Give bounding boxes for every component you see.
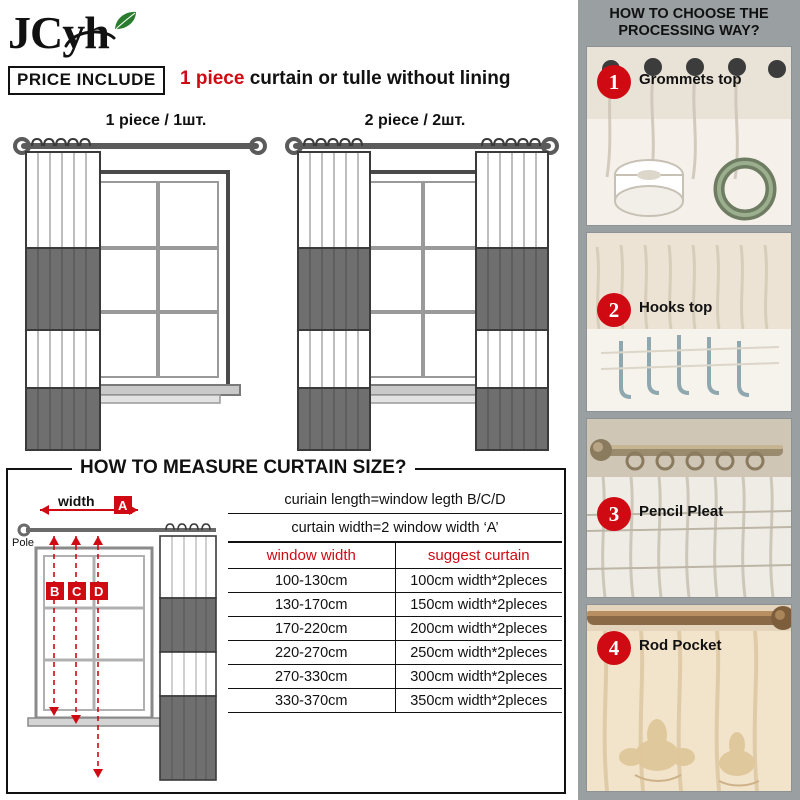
- cell-window-width: 170-220cm: [228, 617, 395, 641]
- headline: [180, 68, 570, 90]
- caption-two-piece: 2 piece / 2шт.: [364, 112, 466, 129]
- processing-option-rod-pocket[interactable]: [586, 604, 792, 792]
- headline-highlight: 1 piece: [180, 68, 245, 89]
- diagram-two-piece-curtain: [282, 130, 562, 460]
- col-header-suggest-curtain: suggest curtain: [395, 543, 562, 569]
- cell-window-width: 330-370cm: [228, 689, 395, 713]
- price-include-badge: PRICE INCLUDE: [8, 66, 165, 95]
- label-hooks-top: Hooks top: [639, 299, 713, 316]
- measure-diagram: [10, 488, 226, 788]
- label-grommets-top: Grommets top: [639, 71, 742, 88]
- table-row: [228, 665, 562, 689]
- caption-one-piece: 1 piece / 1шт.: [105, 112, 207, 129]
- badge-2: 2: [597, 293, 631, 327]
- rule-width: curtain width=2 window width ‘A’: [228, 514, 562, 542]
- processing-option-pencil-pleat[interactable]: [586, 418, 792, 598]
- diagram-one-piece-curtain: [10, 130, 270, 460]
- svg-text:width: width: [58, 493, 95, 509]
- measure-title: HOW TO MEASURE CURTAIN SIZE?: [72, 457, 415, 479]
- brand-logo: [8, 8, 183, 60]
- processing-column: [578, 0, 800, 800]
- cell-suggest-curtain: 100cm width*2pleces: [395, 569, 562, 593]
- label-rod-pocket: Rod Pocket: [639, 637, 722, 654]
- cell-suggest-curtain: 300cm width*2pleces: [395, 665, 562, 689]
- headline-rest: curtain or tulle without lining: [244, 68, 511, 89]
- cell-suggest-curtain: 200cm width*2pleces: [395, 617, 562, 641]
- processing-option-hooks[interactable]: [586, 232, 792, 412]
- cell-window-width: 270-330cm: [228, 665, 395, 689]
- table-row: [228, 617, 562, 641]
- processing-title: [578, 6, 800, 40]
- cell-window-width: 130-170cm: [228, 593, 395, 617]
- measure-section: [6, 457, 566, 794]
- leaf-icon: [112, 10, 138, 32]
- processing-option-grommets[interactable]: [586, 46, 792, 226]
- table-row: [228, 569, 562, 593]
- cell-window-width: 220-270cm: [228, 641, 395, 665]
- svg-text:C: C: [72, 584, 82, 599]
- table-row: [228, 593, 562, 617]
- cell-suggest-curtain: 150cm width*2pleces: [395, 593, 562, 617]
- cell-suggest-curtain: 250cm width*2pleces: [395, 641, 562, 665]
- cell-suggest-curtain: 350cm width*2pleces: [395, 689, 562, 713]
- processing-title-line2: PROCESSING WAY?: [618, 23, 760, 39]
- rule-length: curiain length=window legth B/C/D: [228, 486, 562, 514]
- table-header-row: [228, 543, 562, 569]
- logo-swoosh-icon: [64, 26, 116, 52]
- badge-4: 4: [597, 631, 631, 665]
- size-table: [228, 542, 562, 713]
- cell-window-width: 100-130cm: [228, 569, 395, 593]
- svg-text:D: D: [94, 584, 104, 599]
- col-header-window-width: window width: [228, 543, 395, 569]
- processing-title-line1: HOW TO CHOOSE THE: [609, 6, 769, 22]
- table-row: [228, 689, 562, 713]
- label-pencil-pleat: Pencil Pleat: [639, 503, 724, 520]
- brand-logo-text: JCyh: [8, 7, 109, 58]
- badge-1: 1: [597, 65, 631, 99]
- svg-text:B: B: [50, 584, 60, 599]
- table-row: [228, 641, 562, 665]
- svg-text:A: A: [118, 498, 128, 513]
- measure-rules-table: [228, 486, 562, 790]
- badge-3: 3: [597, 497, 631, 531]
- svg-text:Pole: Pole: [12, 537, 35, 549]
